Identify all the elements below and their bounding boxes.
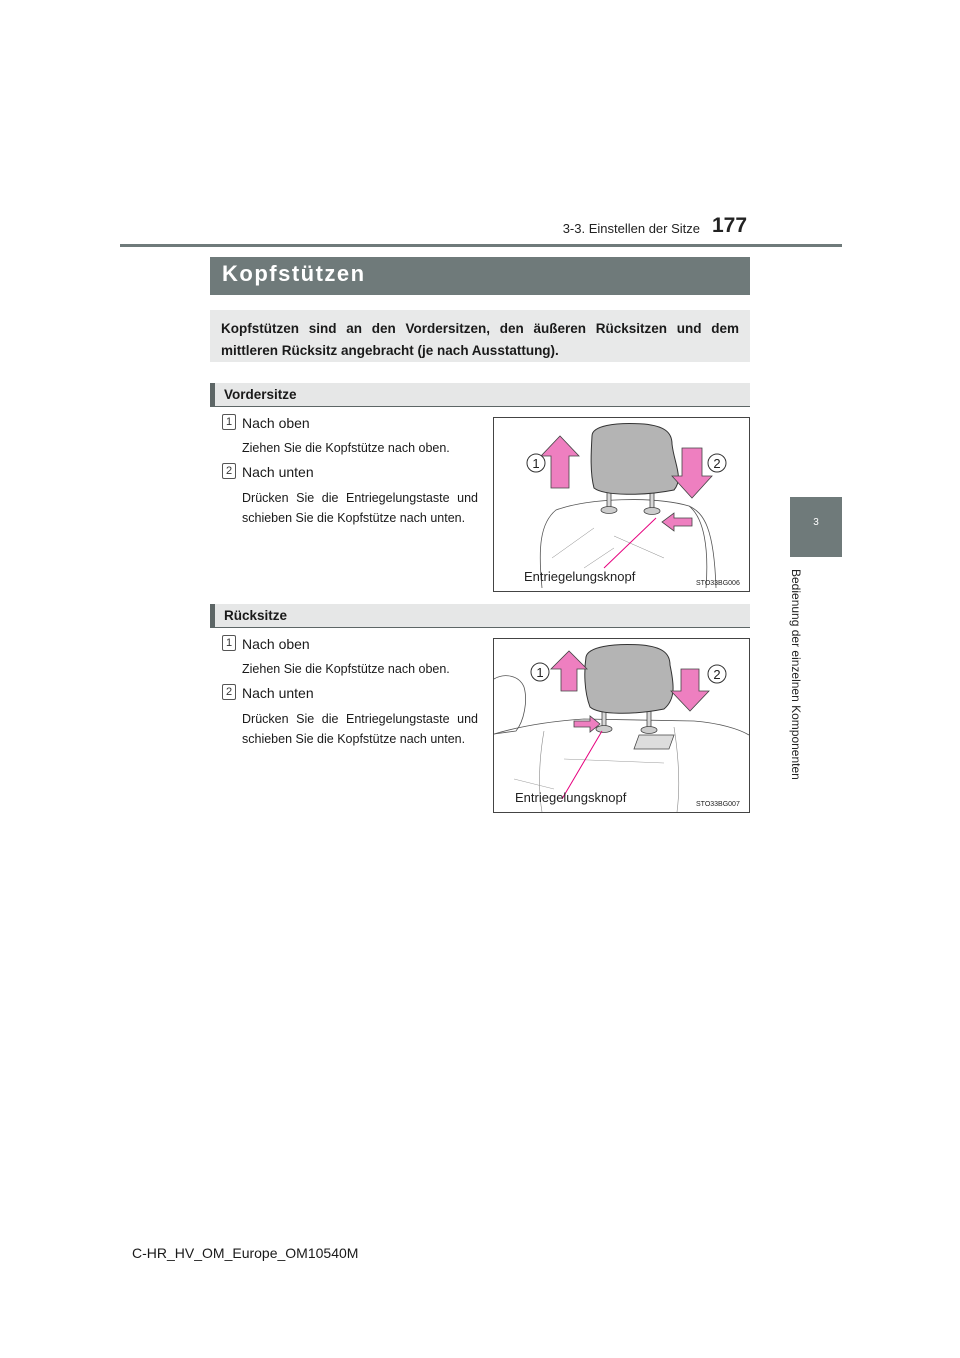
subheading-rear-seats bbox=[210, 604, 750, 628]
callout-label: Entriegelungsknopf bbox=[515, 790, 627, 805]
subheading-front-seats bbox=[210, 383, 750, 407]
arrow-down-icon bbox=[671, 669, 709, 711]
step-title-up: Nach oben bbox=[242, 415, 310, 431]
step-badge-2: 2 bbox=[222, 684, 236, 700]
subheading-label: Rücksitze bbox=[224, 608, 288, 623]
subheading-label: Vordersitze bbox=[224, 387, 297, 402]
step-badge-1: 1 bbox=[222, 414, 236, 430]
figure-code: STO33BG007 bbox=[696, 801, 740, 808]
figure-label-2: 2 bbox=[713, 456, 721, 471]
step-desc-up: Ziehen Sie die Kopfstütze nach oben. bbox=[242, 662, 450, 676]
chapter-number: 3 bbox=[813, 517, 819, 528]
subheading-marker bbox=[210, 383, 215, 406]
rear-headrest-illustration bbox=[493, 638, 750, 813]
figure-label-1: 1 bbox=[536, 665, 544, 680]
chapter-title: Bedienung der einzelnen Komponenten bbox=[789, 569, 803, 780]
document-code: C-HR_HV_OM_Europe_OM10540M bbox=[132, 1245, 359, 1261]
step-title-down: Nach unten bbox=[242, 464, 314, 480]
step-title-up: Nach oben bbox=[242, 636, 310, 652]
step-badge-1: 1 bbox=[222, 635, 236, 651]
step-badge-2: 2 bbox=[222, 463, 236, 479]
step-title-down: Nach unten bbox=[242, 685, 314, 701]
arrow-up-icon bbox=[541, 436, 579, 488]
page-number: 177 bbox=[712, 214, 748, 237]
step-desc-down: Drücken Sie die Entriegelungstaste und schieben Sie die Kopfstütze nach unten. bbox=[242, 712, 478, 746]
callout-label: Entriegelungsknopf bbox=[524, 569, 636, 584]
intro-box bbox=[210, 310, 750, 362]
section-reference: 3-3. Einstellen der Sitze bbox=[562, 221, 700, 236]
step-desc-up: Ziehen Sie die Kopfstütze nach oben. bbox=[242, 441, 450, 455]
figure-label-2: 2 bbox=[713, 667, 721, 682]
front-headrest-illustration bbox=[493, 417, 750, 592]
step-desc-down: Drücken Sie die Entriegelungstaste und schieben Sie die Kopfstütze nach unten. bbox=[242, 491, 478, 525]
intro-text: Kopfstützen sind an den Vordersitzen, den äußeren Rücksitzen und dem mittleren Rücksitz angebracht (je nach Ausstattung). bbox=[221, 321, 739, 358]
page-title: Kopfstützen bbox=[222, 261, 366, 286]
header-rule bbox=[120, 244, 842, 247]
push-arrow-icon bbox=[662, 513, 692, 531]
figure-code: STO33BG006 bbox=[696, 580, 740, 587]
arrow-up-icon bbox=[551, 651, 587, 691]
subheading-marker bbox=[210, 604, 215, 627]
figure-label-1: 1 bbox=[532, 456, 540, 471]
